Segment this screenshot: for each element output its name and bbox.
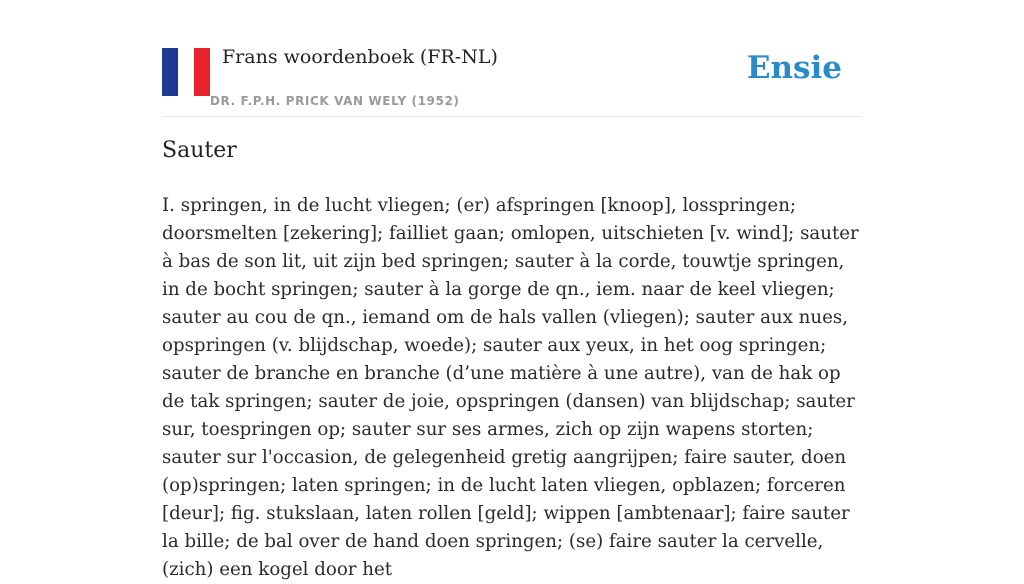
entry-headword: Sauter (162, 138, 237, 163)
flag-stripe-blue (162, 48, 178, 96)
entry-definition: I. springen, in de lucht vliegen; (er) afspringen [knoop], losspringen; doorsmelten [zekering]; failliet gaan; omlopen, uitschieten [v. wind]; sauter à bas de son lit, uit zijn bed springen; sauter à la corde, touwtje springen, in de bocht springen; sauter à la gorge de qn., iem. naar de keel vliegen; sauter au cou de qn., iemand om de hals vallen (vliegen); sauter aux nues, opspringen (v. blijdschap, woede); sauter aux yeux, in het oog springen; sauter de branche en branche (d’une matière à une autre), van de hak op de tak springen; sauter de joie, opspringen (dansen) van blijdschap; sauter sur, toespringen op; sauter sur ses armes, zich op zijn wapens storten; sauter sur l'occasion, de gelegenheid gretig aangrijpen; faire sauter, doen (op)springen; laten springen; in de lucht laten vliegen, opblazen; forceren [deur]; fig. stukslaan, laten rollen [geld]; wippen [ambtenaar]; faire sauter la bille; de bal over de hand doen springen; (se) faire sauter la cervelle, (zich) een kogel door het (162, 195, 859, 580)
dictionary-title[interactable]: Frans woordenboek (FR-NL) (222, 46, 498, 68)
flag-stripe-white (178, 48, 194, 96)
flag-stripe-red (194, 48, 210, 96)
ensie-logo[interactable]: Ensie (746, 50, 842, 86)
french-flag-icon (162, 48, 210, 96)
dictionary-header (162, 40, 862, 117)
dictionary-author: DR. F.P.H. PRICK VAN WELY (1952) (210, 94, 460, 108)
